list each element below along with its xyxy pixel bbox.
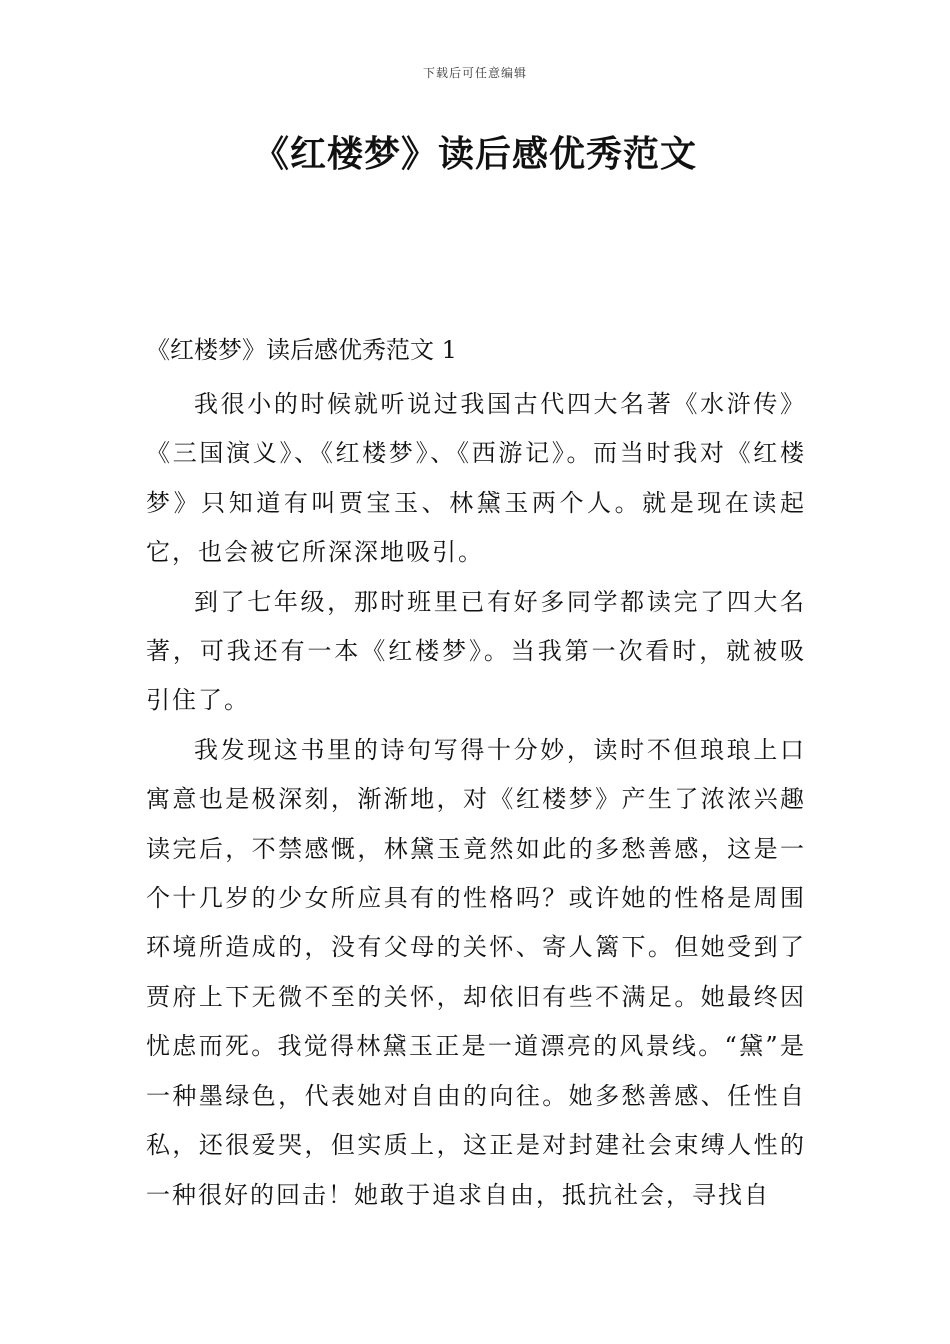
paragraph-3: 我发现这书里的诗句写得十分妙，读时不但琅琅上口寓意也是极深刻，渐渐地，对《红楼梦》产生了浓浓兴趣读完后，不禁感慨，林黛玉竟然如此的多愁善感，这是一个十几岁的少女所应具有的性格吗？或许她的性格是周围环境所造成的，没有父母的关怀、寄人篱下。但她受到了贾府上下无微不至的关怀，却依旧有些不满足。她最终因忧虑而死。我觉得林黛玉正是一道漂亮的风景线。“黛”是一种墨绿色，代表她对自由的向往。她多愁善感、任性自私，还很爱哭，但实质上，这正是对封建社会束缚人性的一种很好的回击！她敢于追求自由，抵抗社会，寻找自: [146, 735, 806, 1209]
paragraph-1: 我很小的时候就听说过我国古代四大名著《水浒传》《三国演义》、《红楼梦》、《西游记》。而当时我对《红楼梦》只知道有叫贾宝玉、林黛玉两个人。就是现在读起它，也会被它所深深地吸引。: [146, 390, 806, 567]
paragraph-2: 到了七年级，那时班里已有好多同学都读完了四大名著，可我还有一本《红楼梦》。当我第一次看时，就被吸引住了。: [146, 587, 806, 715]
header-note: 下载后可任意编辑: [422, 66, 527, 80]
document-title: 《红楼梦》读后感优秀范文: [252, 134, 697, 175]
document-body: [146, 330, 806, 1220]
section-heading: 《红楼梦》读后感优秀范文 1: [146, 336, 457, 364]
